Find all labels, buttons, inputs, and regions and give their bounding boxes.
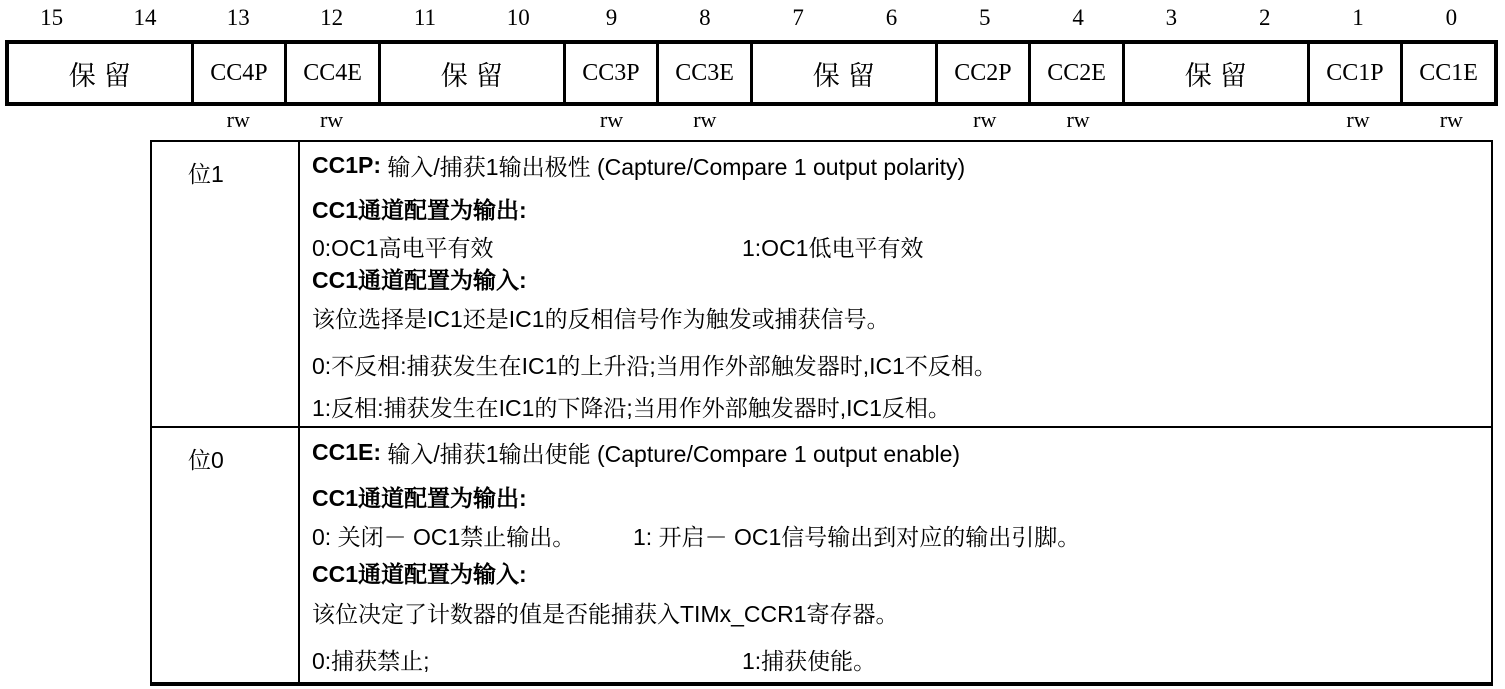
rw-slot-3 <box>1125 107 1218 133</box>
field-reserved-3-2: 保留 <box>1125 44 1310 102</box>
bit-number-1: 1 <box>1352 5 1364 30</box>
rw-slot-2 <box>1218 107 1311 133</box>
output-option-1: 1:OC1低电平有效 <box>742 234 924 261</box>
access-type-row <box>5 107 1498 133</box>
rw-label-12: rw <box>319 107 344 132</box>
field-term: CC1E: <box>312 438 382 465</box>
rw-slot-11 <box>378 107 471 133</box>
field-cc4p: CC4P <box>194 44 288 102</box>
input-description-line: 该位选择是IC1还是IC1的反相信号作为触发或捕获信号。 <box>312 305 890 332</box>
field-cc1e: CC1E <box>1419 59 1478 86</box>
input-config-heading: CC1通道配置为输入: <box>312 266 527 293</box>
output-option-1: 1: 开启－ OC1信号输出到对应的输出引脚。 <box>633 523 1081 550</box>
field-reserved-7-6: 保留 <box>753 44 938 102</box>
field-cc3p: CC3P <box>566 44 660 102</box>
bit-number-9: 9 <box>605 5 618 30</box>
bit-number-12: 12 <box>320 5 344 30</box>
bit-label: 位1 <box>152 142 300 426</box>
field-definition-line <box>312 142 1491 188</box>
input-options-line <box>312 634 1491 684</box>
bit-number-8: 8 <box>699 5 711 30</box>
bit-label: 位0 <box>152 428 300 682</box>
rw-label-4: rw <box>1066 107 1090 132</box>
output-config-heading: CC1通道配置为输出: <box>312 484 527 511</box>
table-row-bit0 <box>152 428 1491 682</box>
bit-number-13: 13 <box>226 5 250 30</box>
output-option-0: 0: 关闭－ OC1禁止输出。 <box>312 523 576 550</box>
rw-slot-6 <box>845 107 938 133</box>
output-options-line <box>312 516 1491 554</box>
field-cc2p: CC2P <box>938 44 1032 102</box>
output-options-line <box>312 228 1491 264</box>
input-option-0: 0:捕获禁止; <box>312 647 430 674</box>
field-cc1p: CC1P <box>1310 44 1404 102</box>
bit-number-row <box>5 5 1498 31</box>
field-cc4e: CC4E <box>287 44 381 102</box>
input-description-line: 该位决定了计数器的值是否能捕获入TIMx_CCR1寄存器。 <box>312 600 899 627</box>
bit-number-15: 15 <box>40 5 64 30</box>
bit-number-7: 7 <box>792 5 804 30</box>
output-config-heading: CC1通道配置为输出: <box>312 196 527 223</box>
rw-label-0: rw <box>1439 107 1463 132</box>
field-term: CC1P: <box>312 151 382 178</box>
field-cc2e: CC2E <box>1031 44 1125 102</box>
bit-number-5: 5 <box>979 5 991 30</box>
bit-description-table <box>150 140 1493 686</box>
rw-label-13: rw <box>226 107 250 132</box>
field-term-description: 输入/捕获1输出使能 (Capture/Compare 1 output enable) <box>381 440 961 467</box>
register-bit-diagram <box>5 40 1498 106</box>
bit-number-6: 6 <box>885 5 898 30</box>
bit-number-10: 10 <box>506 5 530 30</box>
rw-slot-7 <box>752 107 845 133</box>
input-option-1: 1:捕获使能。 <box>742 647 877 674</box>
bit-number-4: 4 <box>1072 5 1084 30</box>
output-option-0: 0:OC1高电平有效 <box>312 234 494 261</box>
rw-slot-10 <box>472 107 565 133</box>
rw-slot-14 <box>98 107 191 133</box>
rw-label-9: rw <box>599 107 624 132</box>
input-option-1: 1:反相:捕获发生在IC1的下降沿;当用作外部触发器时,IC1反相。 <box>312 394 951 421</box>
rw-label-5: rw <box>973 107 997 132</box>
field-cc3e: CC3E <box>659 44 753 102</box>
input-config-heading: CC1通道配置为输入: <box>312 560 527 587</box>
bit-number-0: 0 <box>1445 5 1458 30</box>
table-row-bit1 <box>152 142 1491 428</box>
field-term-description: 输入/捕获1输出极性 (Capture/Compare 1 output polarity) <box>381 153 966 180</box>
bit-description-cell <box>300 428 1491 682</box>
bit-number-14: 14 <box>133 5 157 30</box>
bit-number-2: 2 <box>1258 5 1271 30</box>
bit-number-11: 11 <box>413 5 436 30</box>
field-definition-line <box>312 428 1491 476</box>
input-option-0: 0:不反相:捕获发生在IC1的上升沿;当用作外部触发器时,IC1不反相。 <box>312 352 997 379</box>
rw-label-1: rw <box>1346 107 1370 132</box>
bit-number-3: 3 <box>1165 5 1178 30</box>
rw-slot-15 <box>5 107 98 133</box>
field-reserved-11-10: 保留 <box>381 44 566 102</box>
rw-label-8: rw <box>693 107 717 132</box>
bit-description-cell <box>300 142 1491 426</box>
field-reserved-15-14: 保留 <box>9 44 194 102</box>
